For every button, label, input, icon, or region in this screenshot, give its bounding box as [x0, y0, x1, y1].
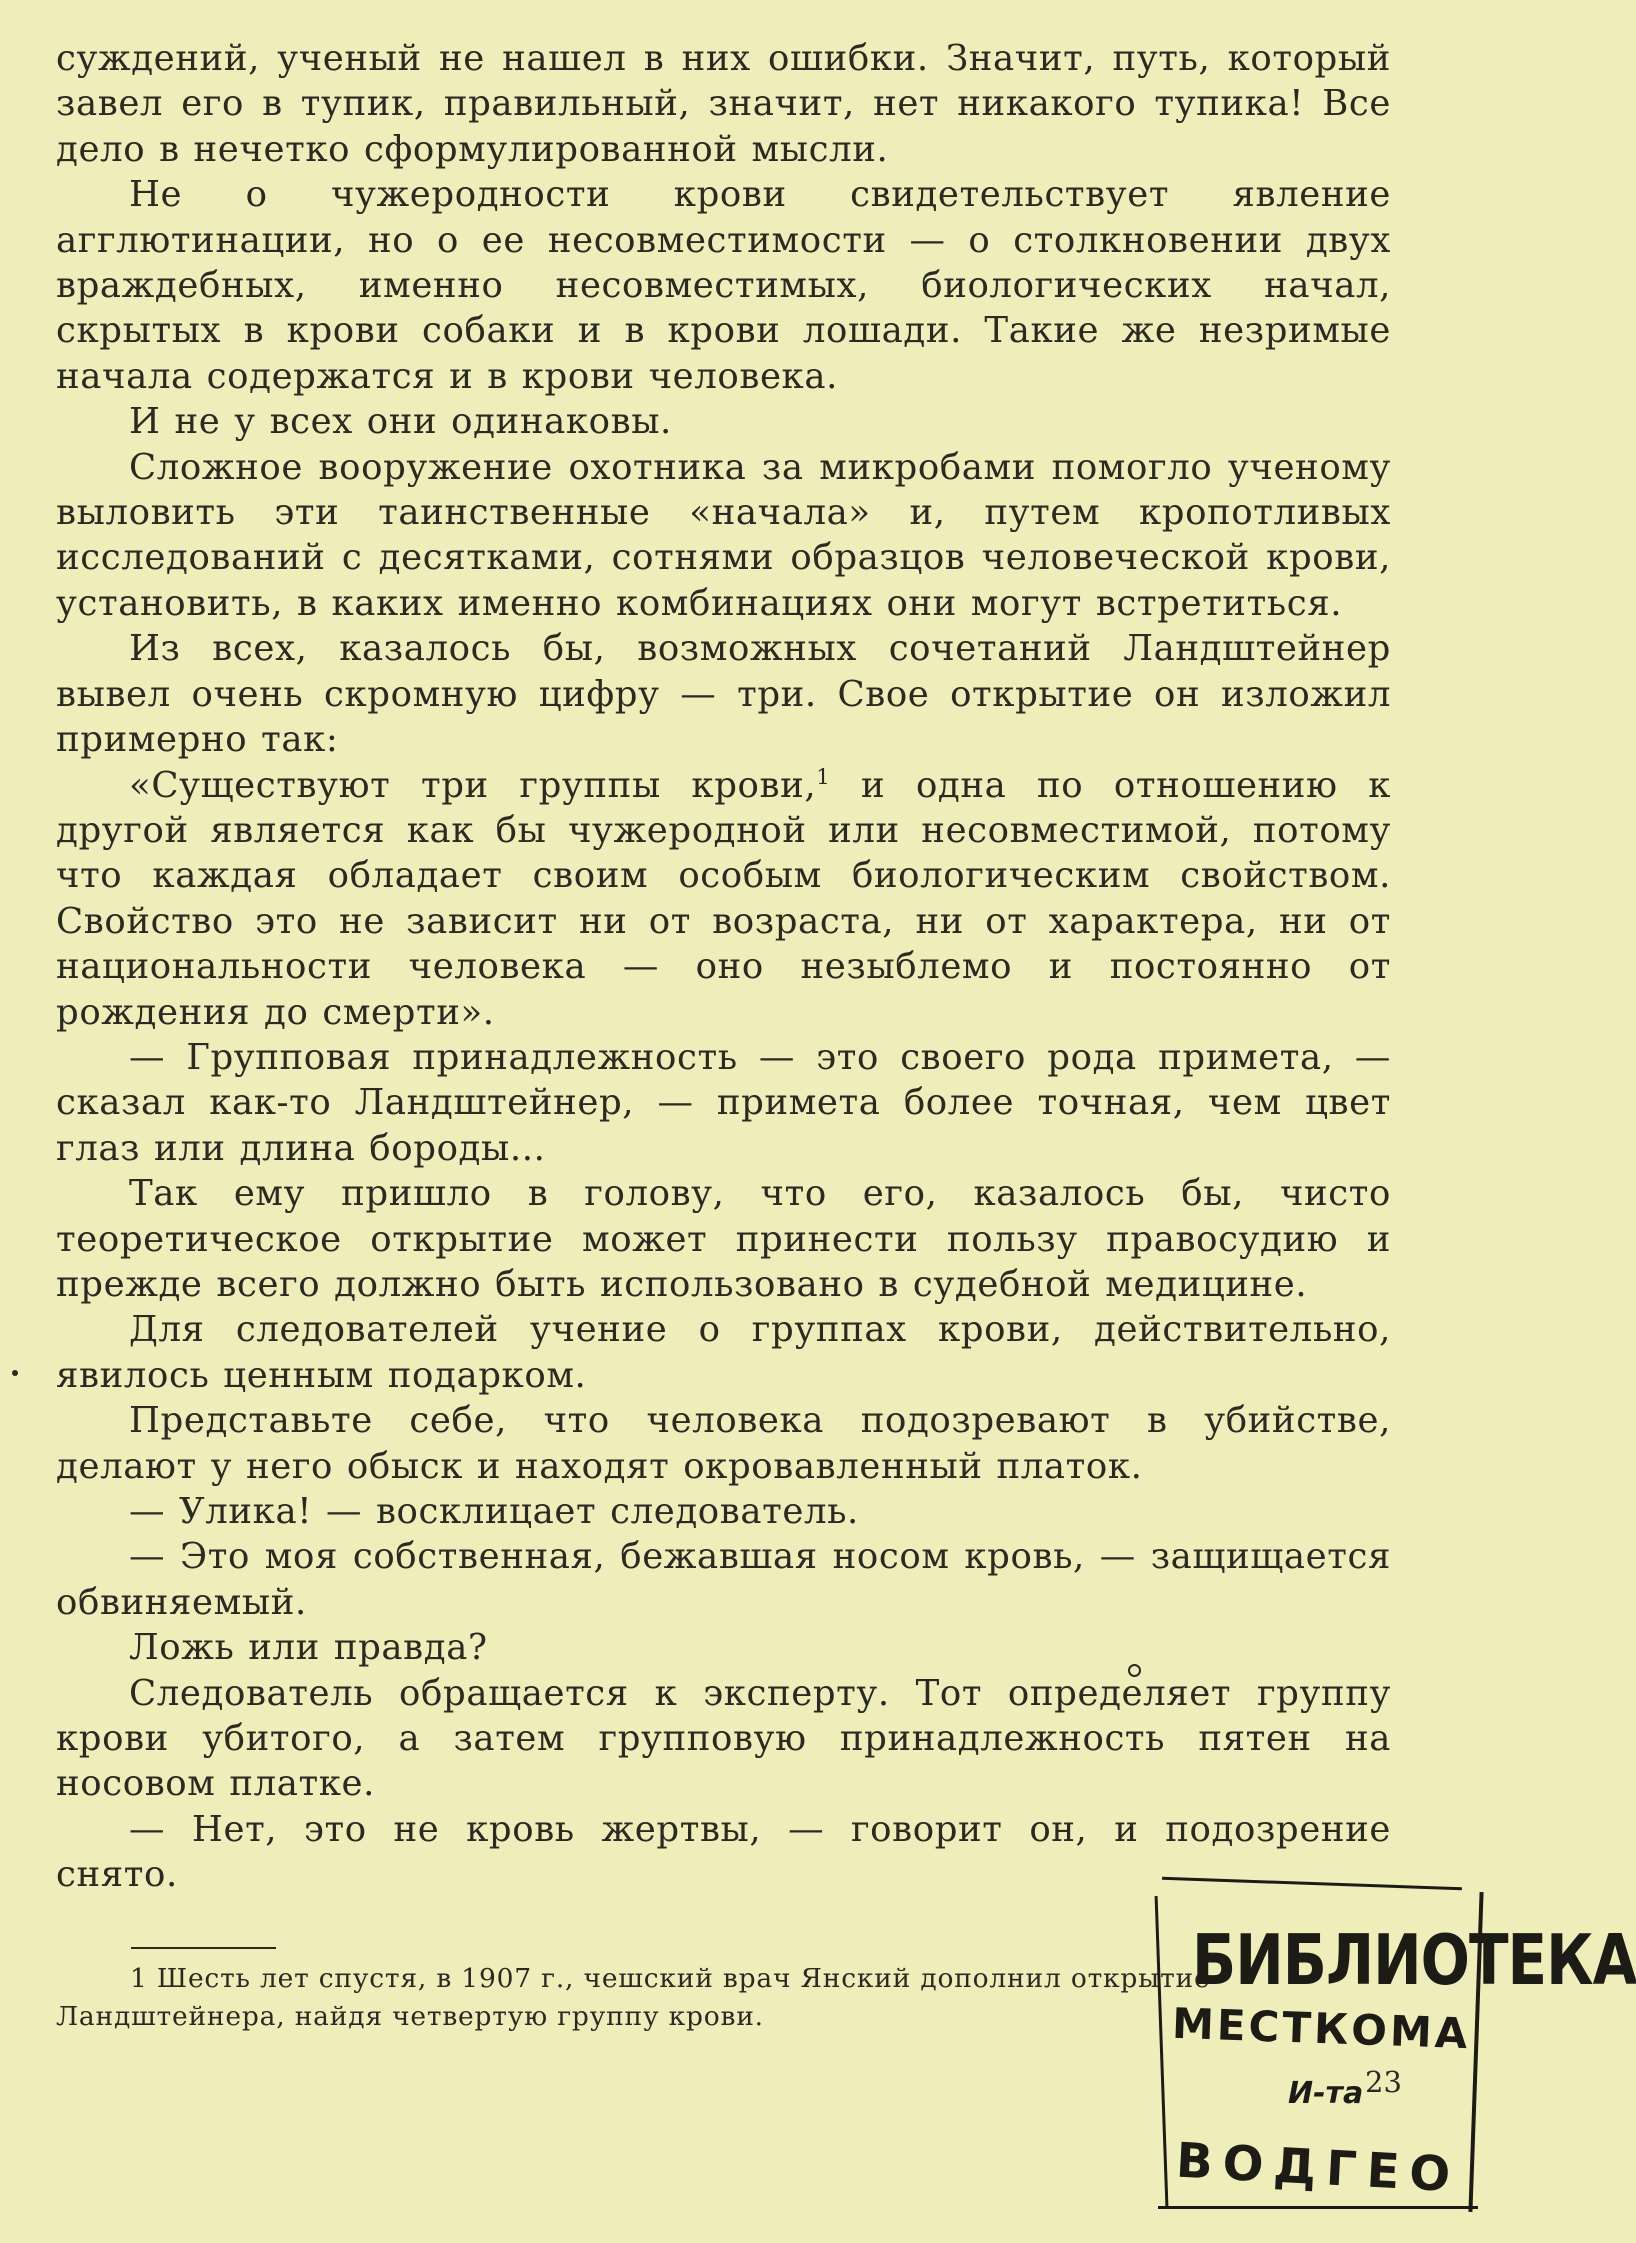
footnote-reference: 1: [816, 764, 831, 790]
paragraph-7: — Групповая принадлежность — это своего рода примета, — сказал как-то Ландштейнер, — примета более точная, чем цвет глаз или длина бороды...: [56, 1036, 1391, 1169]
paragraph-8: Так ему пришло в голову, что его, казалось бы, чисто теоретическое открытие может принести пользу правосудию и прежде всего должно быть использовано в судебной медицине.: [56, 1173, 1391, 1305]
footnote-separator: [131, 1947, 276, 1949]
stamp-border-left: [1155, 1896, 1169, 2206]
speck-mark: [1128, 1664, 1141, 1677]
paragraph-11: — Улика! — восклицает следователь.: [129, 1491, 859, 1532]
stamp-border-top: [1162, 1877, 1462, 1890]
footnote-mark: 1: [130, 1963, 148, 1994]
main-text: [56, 36, 1391, 1898]
paragraph-14: Следователь обращается к эксперту. Тот определяет группу крови убитого, а затем групповую принадлежность пятен на носовом платке.: [56, 1672, 1391, 1805]
page-number: 23: [1365, 2065, 1402, 2099]
paragraph-12: — Это моя собственная, бежавшая носом кровь, — защищается обвиняемый.: [56, 1536, 1391, 1623]
paragraph-3: И не у всех они одинаковы.: [129, 401, 672, 443]
paragraph-4: Сложное вооружение охотника за микробами помогло ученому выловить эти таинственные «начала» и, путем кропотливых исследований с десятками, сотнями образцов человеческой крови, установить, в каких именно комбинациях они могут встретиться.: [56, 446, 1391, 624]
paragraph-2: Не о чужеродности крови свидетельствует явление агглютинации, но о ее несовместимости — о столкновении двух враждебных, именно несовместимых, биологических начал, скрытых в крови собаки и в крови лошади. Такие же незримые начала содержатся и в крови человека.: [56, 174, 1391, 397]
library-stamp: [1148, 1876, 1636, 2226]
paragraph-9: Для следователей учение о группах крови, действительно, явилось ценным подарком.: [56, 1309, 1391, 1396]
stamp-line-1: БИБЛИОТЕКА: [1192, 1919, 1636, 2001]
paragraph-13: Ложь или правда?: [129, 1627, 488, 1669]
stamp-line-4: ВОДГЕО: [1174, 2132, 1462, 2204]
stamp-line-2: МЕСТКОМА: [1171, 1998, 1472, 2059]
speck-mark: [12, 1370, 18, 1376]
footnote-text: Шесть лет спустя, в 1907 г., чешский врач Янский дополнил открытие Ландштейнера, найдя четвертую группу крови.: [56, 1963, 1211, 2032]
stamp-border-bottom: [1158, 2206, 1478, 2209]
quote-start: «Существуют три группы крови,: [129, 764, 817, 806]
paragraph-6-quote: [56, 763, 1391, 1035]
paragraph-5: Из всех, казалось бы, возможных сочетаний Ландштейнер вывел очень скромную цифру — три. Свое открытие он изложил примерно так:: [56, 628, 1391, 761]
paragraph-10: Представьте себе, что человека подозревают в убийстве, делают у него обыск и находят окровавленный платок.: [56, 1400, 1391, 1487]
stamp-line-3: И-та: [1288, 2076, 1364, 2111]
paragraph-1: суждений, ученый не нашел в них ошибки. Значит, путь, который завел его в тупик, правильный, значит, нет никакого тупика! Все дело в нечетко сформулированной мысли.: [56, 38, 1391, 170]
quote-rest: и одна по отношению к другой является как бы чужеродной или несовместимой, потому что каждая обладает своим особым биологическим свойством. Свойство это не зависит ни от возраста, ни от характера, ни от национальности человека — оно незыблемо и постоянно от рождения до смерти».: [56, 764, 1391, 1033]
footnote: [56, 1960, 1291, 2036]
paragraph-15: — Нет, это не кровь жертвы, — говорит он, и подозрение снято.: [56, 1808, 1391, 1896]
